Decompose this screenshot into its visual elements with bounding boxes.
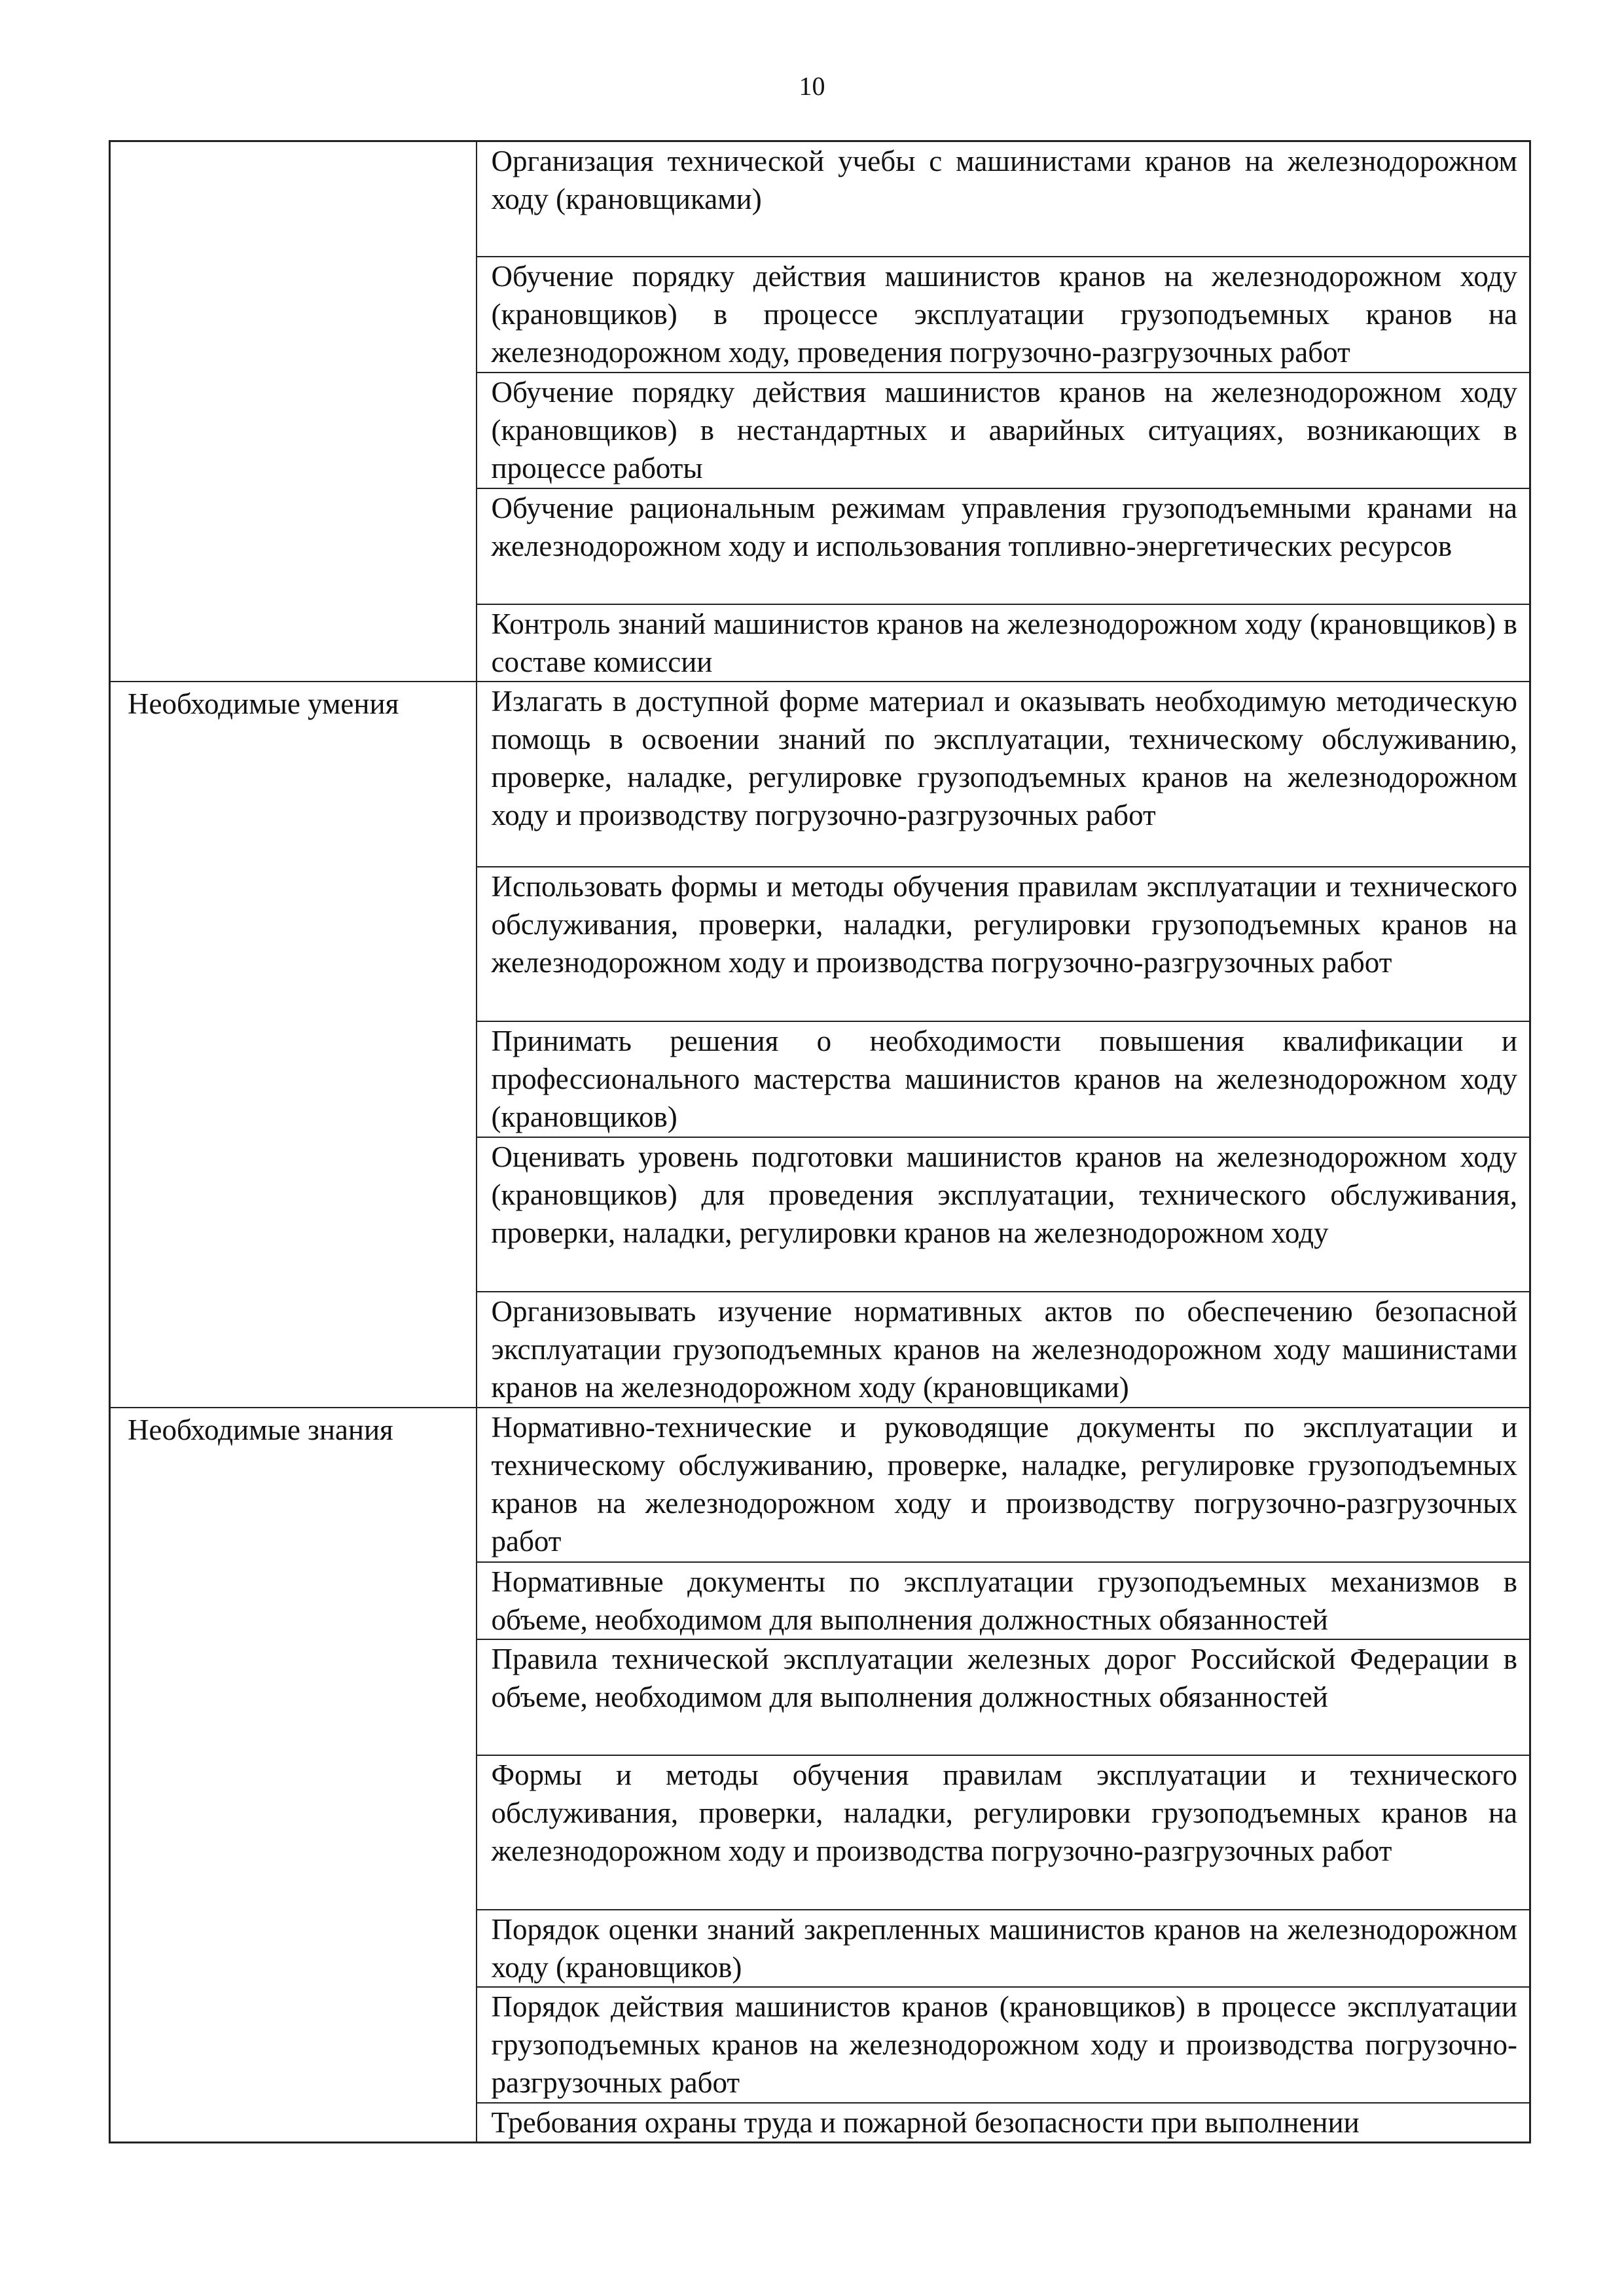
table-cell: Нормативные документы по эксплуатации грузоподъемных механизмов в объеме, необходимом для выполнения должностных обязанностей xyxy=(477,1562,1530,1639)
table-cell: Правила технической эксплуатации железных дорог Российской Федерации в объеме, необходимом для выполнения должностных обязанностей xyxy=(477,1639,1530,1755)
table-cell: Излагать в доступной форме материал и оказывать необходимую методическую помощь в освоении знаний по эксплуатации, техническому обслуживанию, проверке, наладке, регулировке грузоподъемных кранов на железнодорожном ходу и производству погрузочно-разгрузочных работ xyxy=(477,682,1530,867)
table-cell: Порядок действия машинистов кранов (крановщиков) в процессе эксплуатации грузоподъемных кранов на железнодорожном ходу и производства погрузочно-разгрузочных работ xyxy=(477,1987,1530,2103)
table-cell: Нормативно-технические и руководящие документы по эксплуатации и техническому обслуживанию, проверке, наладке, регулировке грузоподъемных кранов на железнодорожном ходу и производству погрузочно-разгрузочных работ xyxy=(477,1408,1530,1562)
table-row xyxy=(110,682,1530,867)
page-number: 10 xyxy=(799,71,825,101)
table-cell: Обучение порядку действия машинистов кранов на железнодорожном ходу (крановщиков) в нестандартных и аварийных ситуациях, возникающих в процессе работы xyxy=(477,373,1530,488)
table-cell: Организовывать изучение нормативных актов по обеспечению безопасной эксплуатации грузоподъемных кранов на железнодорожном ходу машинистами кранов на железнодорожном ходу (крановщиками) xyxy=(477,1292,1530,1408)
table-cell: Контроль знаний машинистов кранов на железнодорожном ходу (крановщиков) в составе комиссии xyxy=(477,604,1530,682)
table-cell: Использовать формы и методы обучения правилам эксплуатации и технического обслуживания, проверки, наладки, регулировки грузоподъемных кранов на железнодорожном ходу и производства погрузочно-разгрузочных работ xyxy=(477,867,1530,1021)
table-cell: Формы и методы обучения правилам эксплуатации и технического обслуживания, проверки, наладки, регулировки грузоподъемных кранов на железнодорожном ходу и производства погрузочно-разгрузочных работ xyxy=(477,1755,1530,1910)
row-label-skills: Необходимые умения xyxy=(110,682,477,1408)
competency-table xyxy=(109,140,1531,2143)
table-cell: Порядок оценки знаний закрепленных машинистов кранов на железнодорожном ходу (крановщиков) xyxy=(477,1910,1530,1987)
table-cell: Обучение рациональным режимам управления грузоподъемными кранами на железнодорожном ходу и использования топливно-энергетических ресурсов xyxy=(477,488,1530,604)
row-label-knowledge: Необходимые знания xyxy=(110,1408,477,2143)
table-row xyxy=(110,141,1530,257)
table-row xyxy=(110,1408,1530,1562)
table-cell: Организация технической учебы с машинистами кранов на железнодорожном ходу (крановщиками) xyxy=(477,141,1530,257)
table-cell: Принимать решения о необходимости повышения квалификации и профессионального мастерства машинистов кранов на железнодорожном ходу (крановщиков) xyxy=(477,1021,1530,1137)
table-cell: Обучение порядку действия машинистов кранов на железнодорожном ходу (крановщиков) в процессе эксплуатации грузоподъемных кранов на железнодорожном ходу, проведения погрузочно-разгрузочных работ xyxy=(477,257,1530,373)
table-cell: Оценивать уровень подготовки машинистов кранов на железнодорожном ходу (крановщиков) для проведения эксплуатации, технического обслуживания, проверки, наладки, регулировки кранов на железнодорожном ходу xyxy=(477,1137,1530,1292)
table-cell: Требования охраны труда и пожарной безопасности при выполнении xyxy=(477,2103,1530,2143)
row-label-empty xyxy=(110,141,477,682)
